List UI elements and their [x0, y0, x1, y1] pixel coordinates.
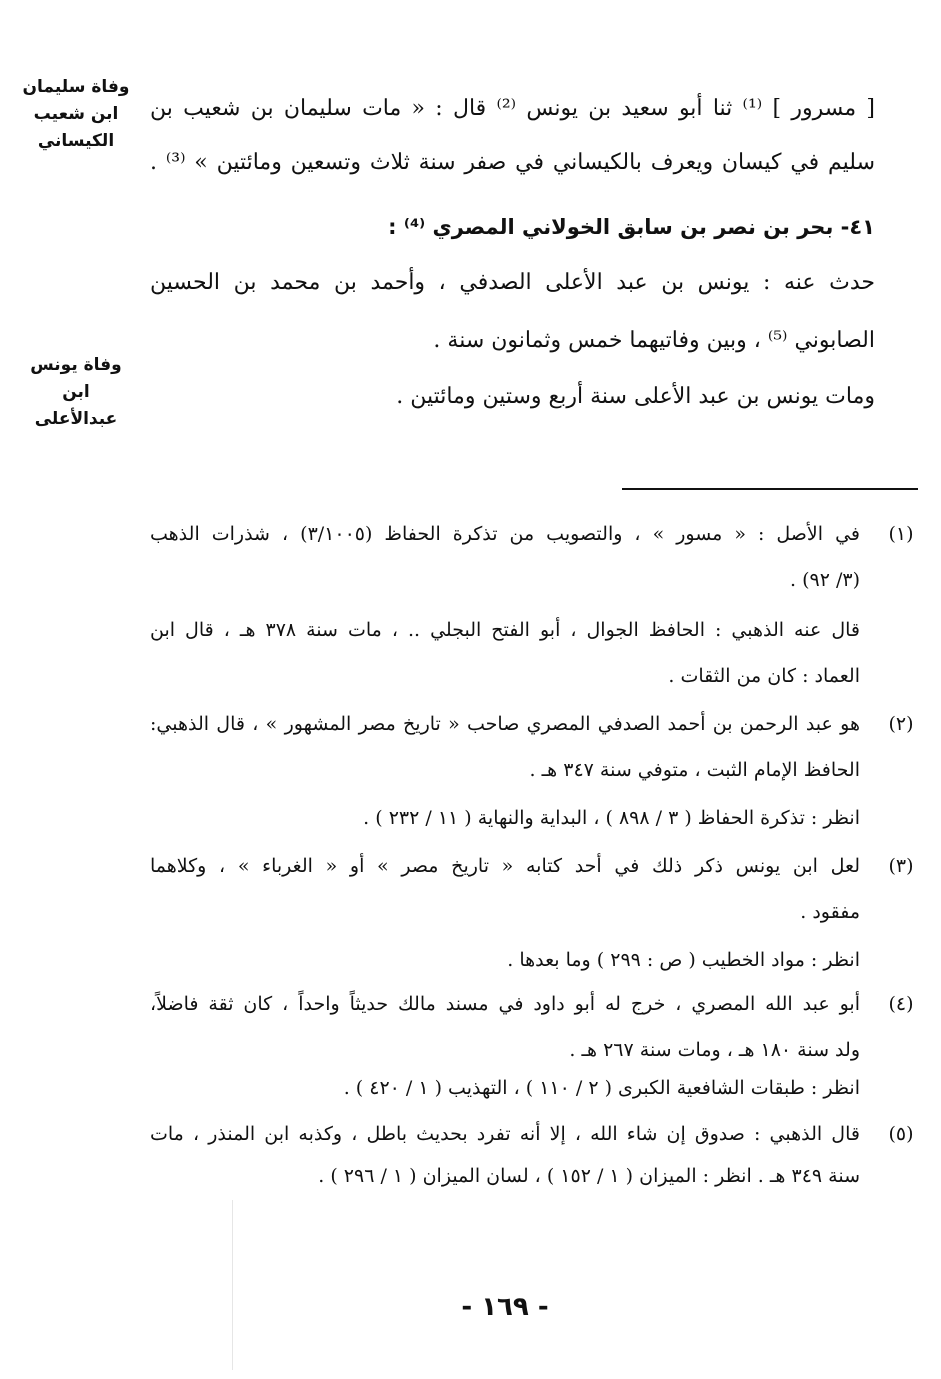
- footnote-number: (١): [888, 523, 914, 545]
- footnote-line: (٣/ ٩٢) .: [789, 569, 860, 591]
- footnote-line: قال الذهبي : صدوق إن شاء الله ، إلا أنه تفرد بحديث باطل ، وكذبه ابن المنذر ، مات: [150, 1123, 860, 1145]
- margin-note-line: ابن: [62, 382, 90, 402]
- margin-note-line: وفاة سليمان: [22, 77, 130, 97]
- main-text-line: ومات يونس بن عبد الأعلى سنة أربع وستين ومائتين .: [396, 384, 875, 409]
- footnote-line: في الأصل : « مسور » ، والتصويب من تذكرة الحفاظ (٣/١٠٠٥) ، شذرات الذهب: [150, 523, 860, 545]
- footnote-number: (٤): [888, 993, 914, 1015]
- footnote-separator: [622, 488, 918, 490]
- margin-note-line: الكيساني: [37, 131, 115, 151]
- margin-note-line: وفاة يونس: [30, 355, 122, 375]
- footnote-line: مفقود .: [800, 901, 860, 923]
- entry-heading: ٤١- بحر بن نصر بن سابق الخولاني المصري ⁽⁴⁾ :: [388, 215, 875, 239]
- footnote-line: قال عنه الذهبي : الحافظ الجوال ، أبو الفتح البجلي .. ، مات سنة ٣٧٨ هـ ، قال ابن: [150, 619, 860, 641]
- footnote-line: انظر : مواد الخطيب ( ص : ٢٩٩ ) وما بعدها .: [507, 949, 860, 971]
- footnote-line: انظر : تذكرة الحفاظ ( ٣ / ٨٩٨ ) ، البداية والنهاية ( ١١ / ٢٣٢ ) .: [363, 807, 860, 829]
- footnote-number: (٣): [888, 855, 914, 877]
- footnote-line: انظر : طبقات الشافعية الكبرى ( ٢ / ١١٠ ) ، التهذيب ( ١ / ٤٢٠ ) .: [343, 1077, 860, 1099]
- footnote-number: (٢): [888, 713, 914, 735]
- main-text-line: الصابوني ⁽⁵⁾ ، وبين وفاتيهما خمس وثمانون سنة .: [433, 328, 875, 353]
- footnote-number: (٥): [888, 1123, 914, 1145]
- scan-artifact-line: [232, 1200, 233, 1370]
- footnote-line: ولد سنة ١٨٠ هـ ، ومات سنة ٢٦٧ هـ .: [569, 1039, 860, 1061]
- footnote-line: أبو عبد الله المصري ، خرج له أبو داود في مسند مالك حديثاً واحداً ، كان ثقة فاضلاً،: [150, 993, 860, 1015]
- footnote-line: العماد : كان من الثقات .: [668, 665, 860, 687]
- page-number: - ١٦٩ -: [461, 1292, 549, 1322]
- footnote-line: لعل ابن يونس ذكر ذلك في أحد كتابه « تاريخ مصر » أو « الغرباء » ، وكلاهما: [150, 855, 860, 877]
- margin-note-line: ابن شعيب: [33, 104, 119, 124]
- main-text-line: حدث عنه : يونس بن عبد الأعلى الصدفي ، وأحمد بن محمد بن الحسين: [150, 270, 875, 295]
- footnote-line: الحافظ الإمام الثبت ، متوفي سنة ٣٤٧ هـ .: [529, 759, 860, 781]
- footnote-line: هو عبد الرحمن بن أحمد الصدفي المصري صاحب « تاريخ مصر المشهور » ، قال الذهبي:: [150, 713, 860, 735]
- margin-note-yunus: [20, 352, 132, 433]
- main-text-line: [ مسرور ] ⁽¹⁾ ثنا أبو سعيد بن يونس ⁽²⁾ قال : « مات سليمان بن شعيب بن: [150, 96, 875, 121]
- footnote-line: سنة ٣٤٩ هـ . انظر : الميزان ( ١ / ١٥٢ ) ، لسان الميزان ( ١ / ٢٩٦ ) .: [318, 1165, 860, 1187]
- margin-note-line: عبدالأعلى: [34, 409, 118, 429]
- main-text-line: سليم في كيسان ويعرف بالكيساني في صفر سنة ثلاث وتسعين ومائتين » ⁽³⁾ .: [150, 150, 876, 175]
- margin-note-sulayman: [20, 74, 132, 155]
